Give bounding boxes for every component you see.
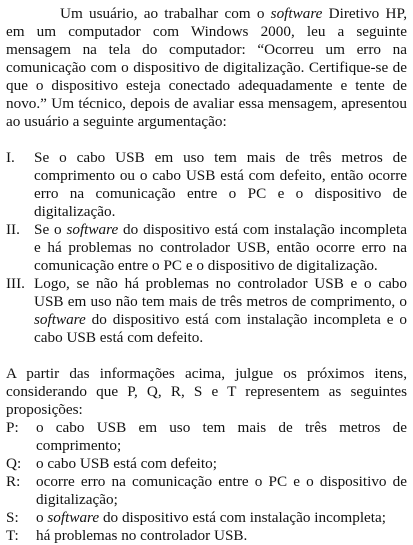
argument-item-3	[6, 275, 407, 347]
intro-software-term: software	[270, 5, 323, 22]
argument-text: Se o cabo USB em uso tem mais de três metros de comprimento ou o cabo USB está com defeito, então ocorre erro na comunicação entre o PC e o dispositivo de digitalização.	[34, 149, 407, 220]
proposition-label: T:	[6, 527, 19, 544]
proposition-label: Q:	[6, 455, 22, 472]
argument-text-start: Se o	[34, 221, 67, 238]
proposition-text-start: o	[36, 509, 48, 526]
argument-number: I.	[6, 149, 15, 166]
argument-item-2	[6, 221, 407, 275]
proposition-label: R:	[6, 473, 21, 490]
argument-text-start: Logo, se não há problemas no controlador USB e o cabo USB em uso não tem mais de três metros de comprimento, o	[34, 275, 407, 310]
argument-text-end: do dispositivo está com instalação incompleta e o cabo USB está com defeito.	[34, 311, 407, 346]
argument-text	[34, 221, 407, 275]
argument-number: III.	[6, 275, 25, 292]
argument-text	[34, 275, 407, 347]
closing-paragraph: A partir das informações acima, julgue os próximos itens, considerando que P, Q, R, S e T representem as seguintes proposições:	[6, 365, 407, 418]
proposition-text	[36, 509, 407, 527]
proposition-s	[6, 509, 407, 527]
argument-text-end: do dispositivo está com instalação incompleta e há problemas no controlador USB, então ocorre erro na comunicação entre o PC e o dispositivo de digitalização.	[34, 221, 408, 274]
argument-number: II.	[6, 221, 20, 238]
proposition-text: o cabo USB está com defeito;	[36, 455, 217, 472]
intro-paragraph	[6, 5, 407, 131]
argument-item-1	[6, 149, 407, 221]
proposition-text: há problemas no controlador USB.	[36, 527, 248, 544]
proposition-text-end: do dispositivo está com instalação incompleta;	[99, 509, 386, 526]
argument-software-term: software	[34, 311, 86, 328]
proposition-label: S:	[6, 509, 19, 526]
proposition-t	[6, 527, 407, 545]
proposition-p	[6, 419, 407, 455]
argument-software-term: software	[66, 221, 119, 238]
proposition-label: P:	[6, 419, 19, 436]
proposition-text: o cabo USB em uso tem mais de três metros de comprimento;	[36, 419, 407, 454]
proposition-software-term: software	[47, 509, 100, 526]
proposition-r	[6, 473, 407, 509]
proposition-text: ocorre erro na comunicação entre o PC e o dispositivo de digitalização;	[36, 473, 407, 508]
intro-text-end: Diretivo HP, em um computador com Windows 2000, leu a seguinte mensagem na tela do computador: “Ocorreu um erro na comunicação com o dispositivo de digitalização. Certifique-se de que o dispositivo esteja conectado adequadamente e tente de novo.” Um técnico, depois de avaliar essa mensagem, apresentou ao usuário a seguinte argumentação:	[6, 5, 407, 130]
proposition-q	[6, 455, 407, 473]
intro-text-start: Um usuário, ao trabalhar com o	[60, 5, 271, 22]
